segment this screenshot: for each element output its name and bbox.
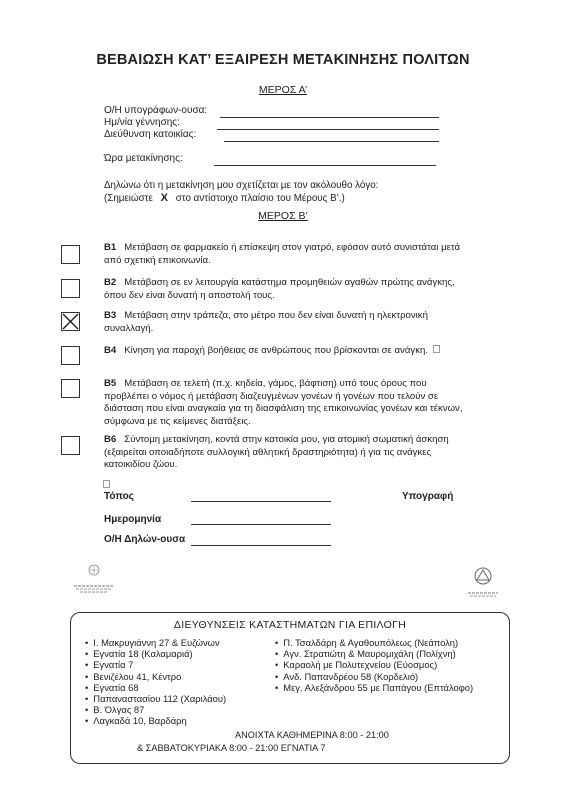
declaration-line-2 (104, 192, 345, 205)
list-item: • Ανδ. Παπανδρέου 58 (Κορδελιό) (275, 671, 473, 682)
checkbox-b5[interactable] (61, 379, 80, 398)
time-label: Ώρα μετακίνησης: (104, 153, 183, 164)
hours-line-2: & ΣΑΒΒΑΤΟΚΥΡΙΑΚΑ 8:00 - 21:00 ΕΓΝΑΤΙΑ 7 (137, 743, 326, 753)
list-item: • Λαγκαδά 10, Βαρδάρη (85, 715, 226, 726)
time-field[interactable] (214, 165, 436, 166)
list-item: • Π. Τσαλδάρη & Αγαθουπόλεως (Νεάπολη) (275, 637, 473, 648)
civil-protection-logo (463, 566, 503, 598)
checkbox-b2[interactable] (61, 279, 80, 298)
list-item: • Βενιζέλου 41, Κέντρο (85, 671, 226, 682)
option-b4 (104, 345, 504, 358)
option-code-b2: B2 (104, 277, 117, 288)
triangle-emblem-icon (463, 566, 503, 586)
birthdate-label: Ημ/νία γέννησης: (104, 117, 180, 128)
place-field[interactable] (191, 501, 331, 502)
place-label: Τόπος (104, 491, 134, 502)
list-item: • Μεγ. Αλεξάνδρου 55 με Παπάγου (Επτάλοφο) (275, 682, 473, 693)
signer-field[interactable] (220, 117, 439, 118)
signature-label: Υπογραφή (402, 491, 454, 502)
stores-box (70, 612, 510, 764)
declaration-note-pre: (Σημειώστε (104, 193, 153, 204)
option-text-b5: Μετάβαση σε τελετή (π.χ. κηδεία, γάμος, βάφτιση) υπό τους όρους που προβλέπει ο νόμος ή μετάβαση διαζευγμένων γονέων ή γονέων που τελούν σε διάσταση που είναι αναγκαία για τη διασφάλιση της επικοινωνίας γονέων και τέκνων, σύμφωνα με τις κείμενες διατάξεις. (104, 378, 463, 427)
checkbox-b6[interactable] (61, 436, 80, 455)
option-text-b2: Μετάβαση σε εν λειτουργία κατάστημα προμηθειών αγαθών πρώτης ανάγκης, όπου δεν είναι δυνατή η αποστολή τους. (104, 277, 455, 301)
stores-title: ΔΙΕΥΘΥΝΣΕΙΣ ΚΑΤΑΣΤΗΜΑΤΩΝ ΓΙΑ ΕΠΙΛΟΓΗ (173, 619, 407, 631)
option-b1 (104, 242, 469, 267)
logo-caption-line (76, 588, 112, 590)
option-b6 (104, 434, 469, 472)
declaration-mark: X (160, 192, 168, 204)
stray-mark-icon (103, 480, 110, 488)
list-item: • Εγνατία 7 (85, 659, 226, 670)
part-b-heading: ΜΕΡΟΣ Β’ (258, 210, 308, 222)
document-title: ΒΕΒΑΙΩΣΗ ΚΑΤ’ ΕΞΑΙΡΕΣΗ ΜΕΤΑΚΙΝΗΣΗΣ ΠΟΛΙΤΩΝ (96, 52, 470, 68)
option-code-b1: B1 (104, 242, 117, 253)
logo-caption-line (80, 591, 108, 593)
date-label: Ημερομηνία (104, 514, 162, 525)
checkbox-b1[interactable] (61, 245, 80, 264)
stray-mark-icon (433, 345, 440, 353)
list-item: • Εγνατία 18 (Καλαμαριά) (85, 648, 226, 659)
logo-caption-line (74, 585, 114, 587)
option-code-b3: B3 (104, 310, 117, 321)
birthdate-field[interactable] (217, 129, 439, 130)
option-text-b1: Μετάβαση σε φαρμακείο ή επίσκεψη στον γιατρό, εφόσον αυτό συνιστάται μετά από σχετική επικοινωνία. (104, 242, 461, 266)
address-label: Διεύθυνση κατοικίας: (104, 129, 197, 140)
option-b2 (104, 277, 469, 302)
option-code-b5: B5 (104, 378, 117, 389)
declaration-note-post: στο αντίστοιχο πλαίσιο του Μέρους Β’.) (175, 193, 345, 204)
list-item: • Β. Όλγας 87 (85, 704, 226, 715)
government-logo (72, 563, 116, 594)
logo-caption-line (468, 592, 498, 594)
declarant-field[interactable] (191, 545, 331, 546)
emblem-icon (72, 563, 116, 579)
option-code-b6: B6 (104, 434, 117, 445)
list-item: • Εγνατία 68 (85, 682, 226, 693)
list-item: • Παπαναστασίου 112 (Χαριλάου) (85, 693, 226, 704)
logo-caption-line (470, 595, 496, 597)
check-x-icon (62, 313, 79, 330)
list-item: • Ι. Μακρυγιάννη 27 & Ευζώνων (85, 637, 226, 648)
signer-label: Ο/Η υπογράφων-ουσα: (104, 105, 208, 116)
checkbox-b3[interactable] (61, 312, 80, 331)
declarant-label: Ο/Η Δηλών-ουσα (104, 534, 186, 545)
option-b5 (104, 378, 469, 428)
option-code-b4: B4 (104, 345, 117, 356)
declaration-line-1: Δηλώνω ότι η μετακίνηση μου σχετίζεται με τον ακόλουθο λόγο: (104, 180, 379, 191)
list-item: • Καραολή με Πολυτεχνείου (Εύοσμος) (275, 659, 473, 670)
list-item: • Αγν. Στρατιώτη & Μαυρομιχάλη (Πολίχνη) (275, 648, 473, 659)
option-text-b6: Σύντομη μετακίνηση, κοντά στην κατοικία μου, για ατομική σωματική άσκηση (εξαιρείται οποιαδήποτε συλλογική αθλητική δραστηριότητα) ή για τις ανάγκες κατοικιδίου ζώου. (104, 434, 449, 470)
option-b3 (104, 310, 469, 335)
stores-list-right (275, 637, 473, 693)
checkbox-b4[interactable] (61, 346, 80, 365)
option-text-b3: Μετάβαση στην τράπεζα, στο μέτρο που δεν είναι δυνατή η ηλεκτρονική συναλλαγή. (104, 310, 428, 334)
address-field[interactable] (224, 141, 439, 142)
date-field[interactable] (191, 524, 331, 525)
stores-list-left (85, 637, 226, 727)
part-a-heading: ΜΕΡΟΣ Α’ (258, 84, 308, 96)
option-text-b4: Κίνηση για παροχή βοήθειας σε ανθρώπους που βρίσκονται σε ανάγκη. (124, 345, 428, 356)
hours-line-1: ΑΝΟΙΧΤΑ ΚΑΘΗΜΕΡΙΝΑ 8:00 - 21:00 (235, 730, 389, 740)
